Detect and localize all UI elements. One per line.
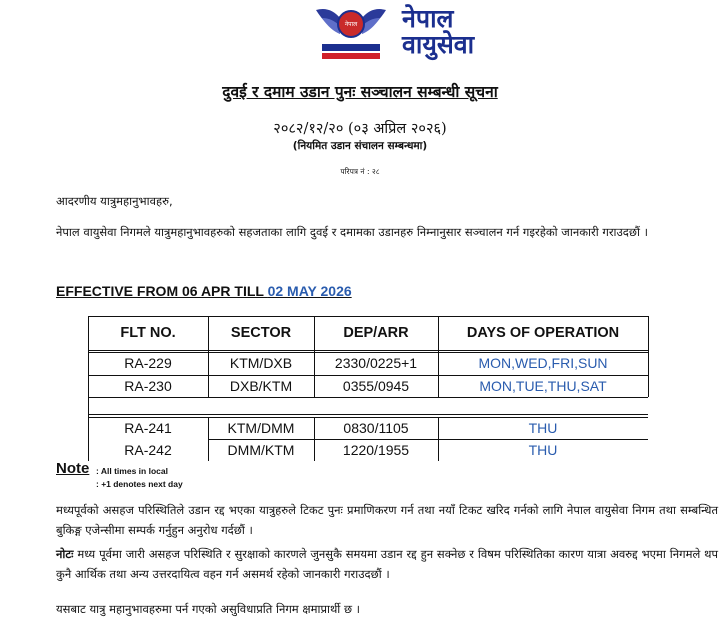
header-sector: SECTOR xyxy=(230,325,292,341)
emblem-text: नेपाल xyxy=(344,21,358,28)
disclaimer-paragraph xyxy=(56,544,718,584)
logo-line-2: वायुसेवा xyxy=(402,30,475,59)
notice-title: दुवई र दमाम उडान पुनः सञ्चालन सम्बन्धी सूचना xyxy=(222,83,498,101)
intro-paragraph: नेपाल वायुसेवा निगमले यात्रुमहानुभावहरुको सहजताका लागि दुवई र दमामका उडानहरु निम्नानुसार सञ्चालन गर्न गइरहेको जानकारी गराउदछौं । xyxy=(56,225,648,239)
flt-no-cell: RA-229 xyxy=(124,355,172,371)
sector-cell: DXB/KTM xyxy=(229,378,293,394)
table-divider xyxy=(314,316,315,397)
disclaimer-text: मध्य पूर्वमा जारी असहज परिस्थिति र सुरक्षाको कारणले जुनसुकै समयमा उडान रद्द हुन सक्नेछ र विषम परिस्थितिका कारण यात्रा अवरुद्द भएमा निगमले थप कुनै आर्थिक तथा अन्य उत्तरदायित्व वहन गर्न असमर्थ रहेको जानकारी गराउदछौं । xyxy=(56,547,718,581)
table-border xyxy=(88,316,648,317)
dep-arr-cell: 0355/0945 xyxy=(342,378,410,394)
sector-cell: DMM/KTM xyxy=(227,442,295,458)
apology-paragraph: यसबाट यात्रु महानुभावहरुमा पर्न गएको असुविधाप्रति निगम क्षमाप्रार्थी छ । xyxy=(56,602,361,616)
nepal-airlines-logo xyxy=(310,4,530,62)
table-divider xyxy=(88,417,648,418)
table-divider xyxy=(88,350,648,351)
table-row xyxy=(88,375,648,397)
notice-date: २०८२/१२/२० (०३ अप्रिल २०२६) xyxy=(273,121,447,137)
note-line-1: : All times in local xyxy=(96,466,168,476)
effective-period xyxy=(56,283,352,299)
days-cell: MON,WED,FRI,SUN xyxy=(478,355,608,371)
table-divider xyxy=(88,352,648,353)
table-row xyxy=(88,417,648,439)
table-border xyxy=(648,316,649,397)
dep-arr-cell: 0830/1105 xyxy=(343,420,409,436)
table-row xyxy=(88,352,648,374)
effective-prefix: EFFECTIVE FROM 06 APR TILL xyxy=(56,283,268,299)
salutation: आदरणीय यात्रुमहानुभावहरु, xyxy=(56,194,173,208)
table-row xyxy=(88,439,648,461)
winged-emblem-icon xyxy=(310,4,392,62)
header-dep-arr: DEP/ARR xyxy=(343,325,409,341)
note-label: Note xyxy=(56,460,90,477)
logo-line-1: नेपाल xyxy=(402,4,454,33)
flt-no-cell: RA-242 xyxy=(124,442,172,458)
circular-number: परिपत्र नं : २८ xyxy=(340,167,380,176)
sector-cell: KTM/DXB xyxy=(229,355,293,371)
rebooking-paragraph: मध्यपूर्वको असहज परिस्थितिले उडान रद्द भएका यात्रुहरुले टिकट पुनः प्रमाणिकरण गर्न तथा नयाँ टिकट खरिद गर्नको लागि नेपाल वायुसेवा निगम तथा सम्बन्धित बुकिङ्ग एजेन्सीमा सम्पर्क गर्नुहुन अनुरोध गर्दछौं । xyxy=(56,503,718,537)
table-divider xyxy=(208,316,209,397)
dep-arr-cell: 2330/0225+1 xyxy=(334,355,418,371)
days-cell: THU xyxy=(528,420,558,436)
header-days: DAYS OF OPERATION xyxy=(466,325,620,341)
disclaimer-label: नोटः xyxy=(56,547,74,561)
table-divider xyxy=(314,417,315,461)
table-divider xyxy=(438,417,439,461)
days-cell: MON,TUE,THU,SAT xyxy=(479,378,607,394)
header-flt-no: FLT NO. xyxy=(120,325,176,341)
table-header-row xyxy=(88,316,648,350)
notice-subtitle: (नियमित उडान संचालन सम्बन्धमा) xyxy=(292,140,428,152)
days-cell: THU xyxy=(528,442,558,458)
table-divider xyxy=(88,397,648,398)
note-line-2: : +1 denotes next day xyxy=(96,479,183,489)
flt-no-cell: RA-241 xyxy=(124,420,172,436)
dep-arr-cell: 1220/1955 xyxy=(342,442,410,458)
table-divider xyxy=(438,316,439,397)
table-divider xyxy=(88,414,648,415)
table-border xyxy=(88,316,89,461)
sector-cell: KTM/DMM xyxy=(227,420,295,436)
flt-no-cell: RA-230 xyxy=(124,378,172,394)
logo-wordmark xyxy=(402,6,474,58)
table-divider xyxy=(208,417,209,461)
table-divider xyxy=(88,375,648,376)
effective-end-date: 02 MAY 2026 xyxy=(267,283,352,299)
table-divider xyxy=(208,439,648,440)
